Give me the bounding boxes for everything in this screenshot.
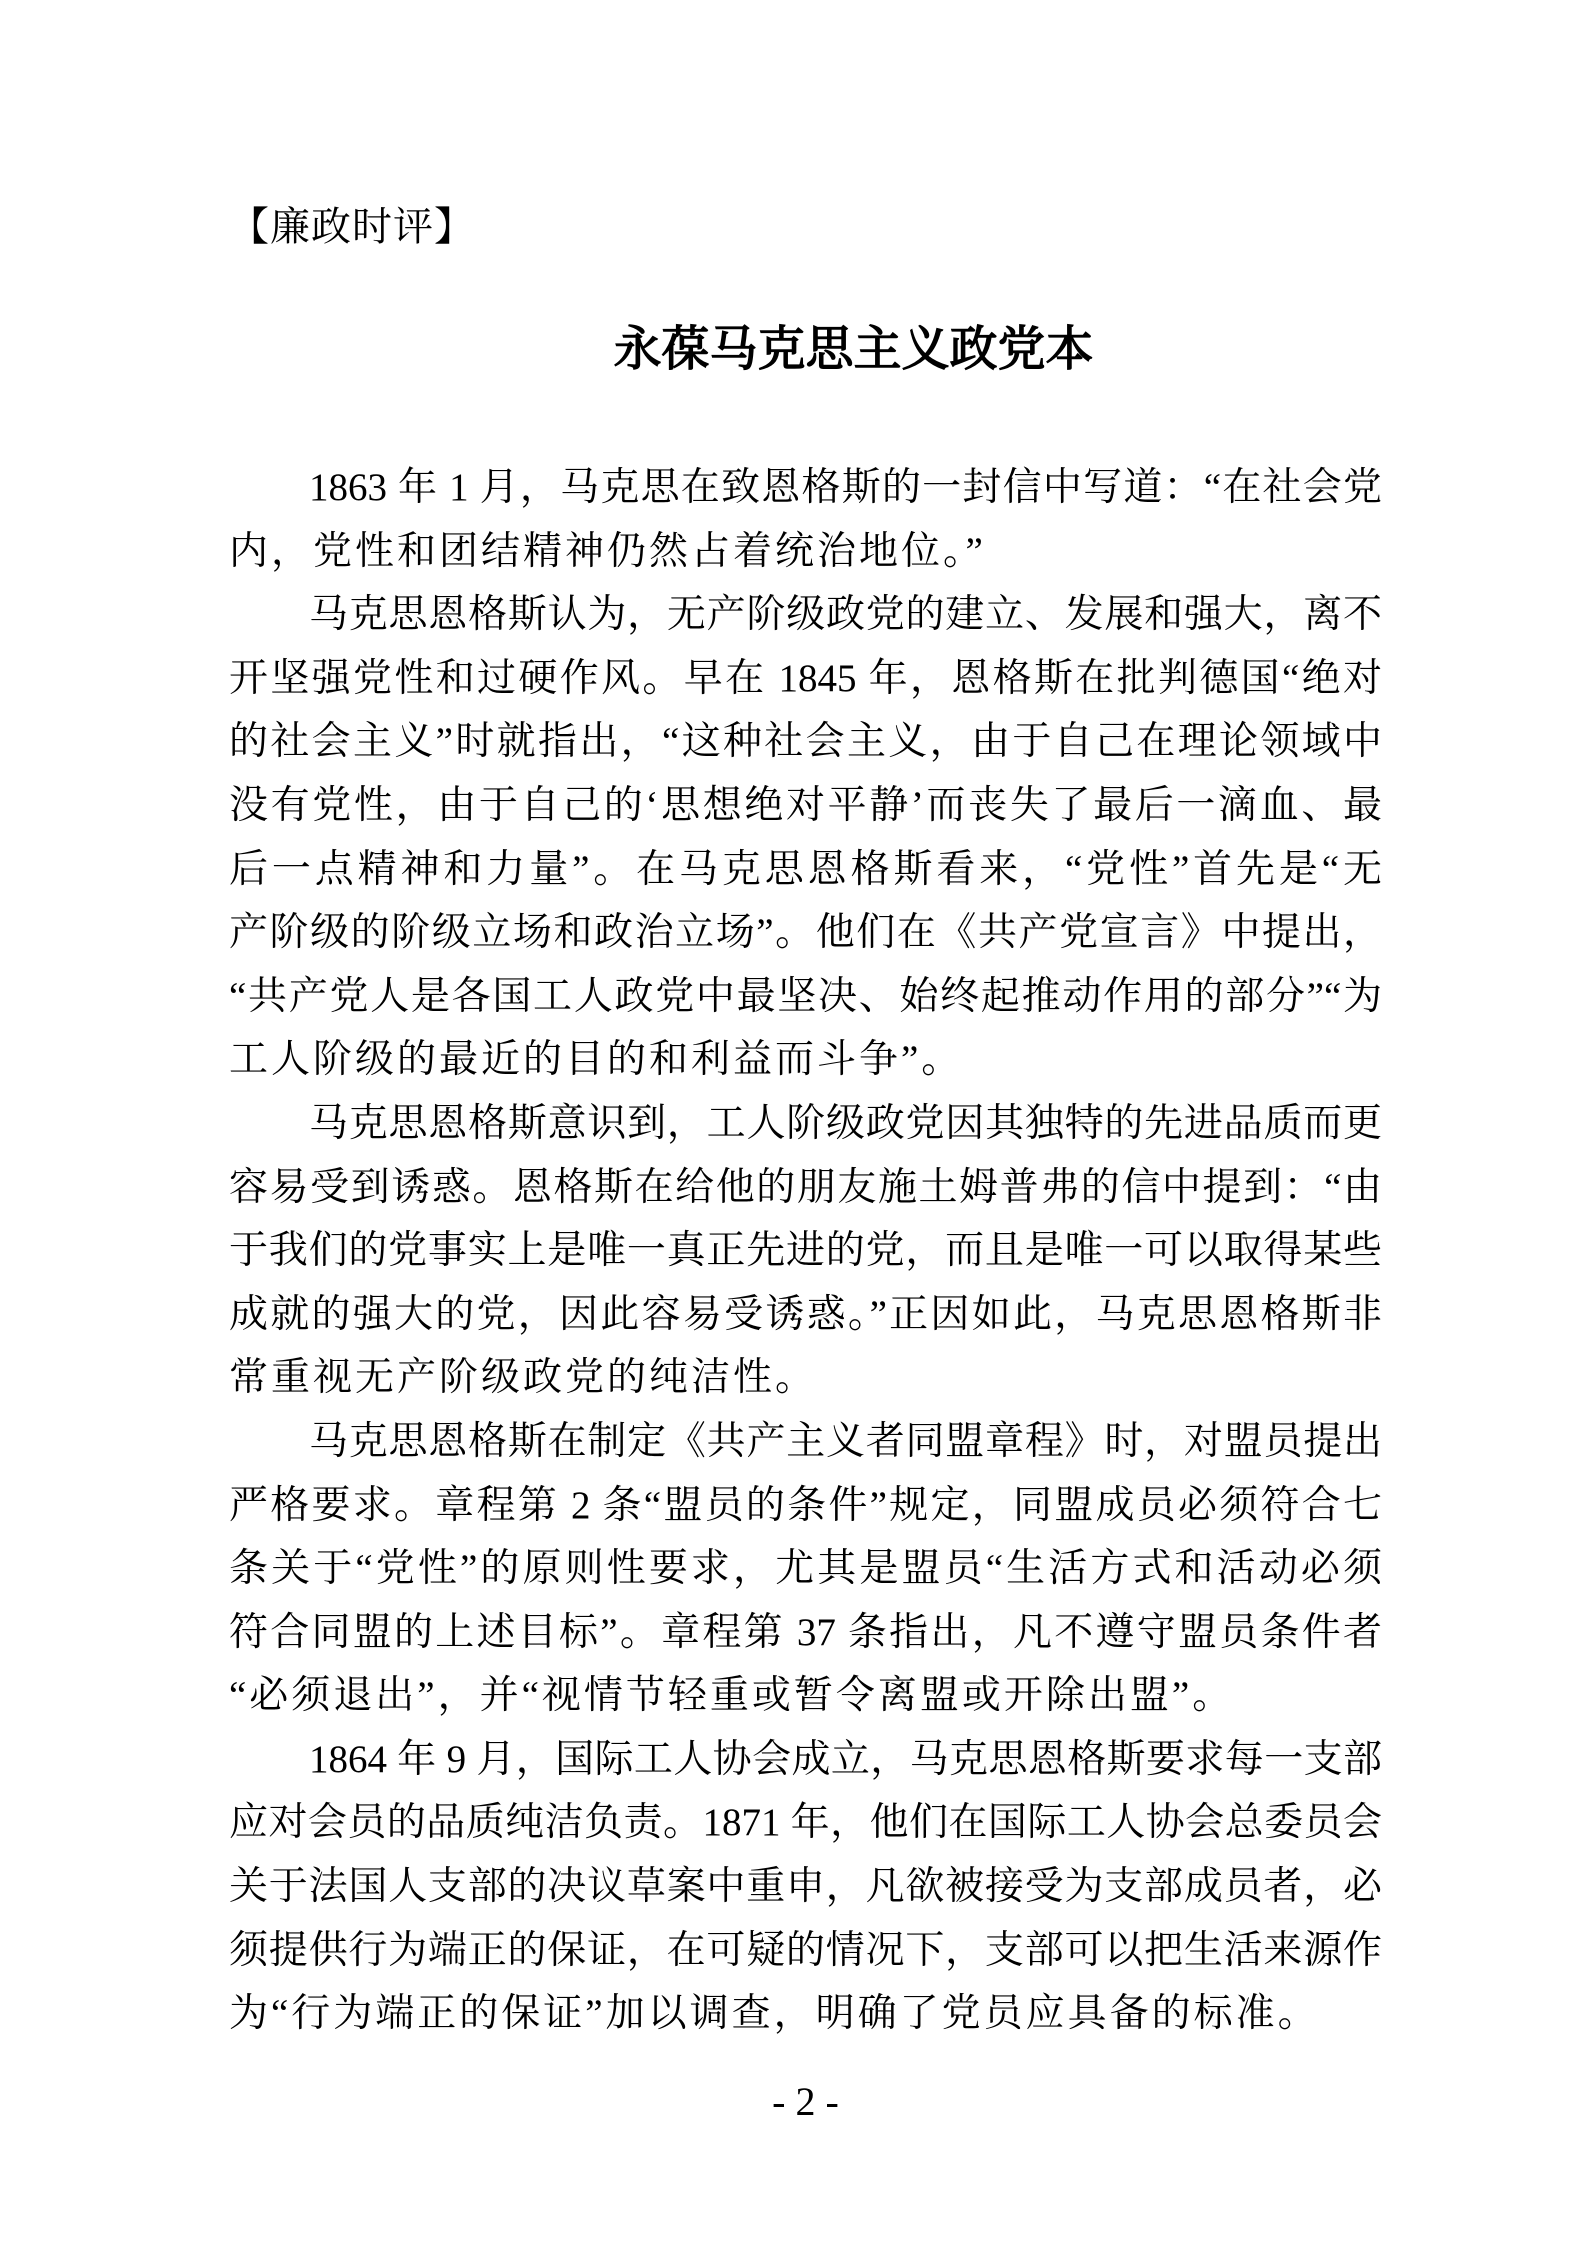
body-line: 常重视无产阶级政党的纯洁性。	[229, 1356, 818, 1400]
body-line: 应对会员的品质纯洁负责。1871 年，他们在国际工人协会总委员会	[229, 1801, 1382, 1845]
body-line: 为“行为端正的保证”加以调查，明确了党员应具备的标准。	[229, 1992, 1320, 2036]
body-line: 容易受到诱惑。恩格斯在给他的朋友施土姆普弗的信中提到：“由	[229, 1165, 1382, 1209]
document-body	[229, 456, 1382, 2046]
document-title: 永葆马克思主义政党本	[613, 323, 1094, 376]
body-line: 后一点精神和力量”。在马克思恩格斯看来，“党性”首先是“无	[229, 847, 1382, 891]
body-line: 工人阶级的最近的目的和利益而斗争”。	[229, 1038, 964, 1082]
body-line: 关于法国人支部的决议草案中重申，凡欲被接受为支部成员者，必	[229, 1865, 1382, 1909]
body-line: 严格要求。章程第 2 条“盟员的条件”规定，同盟成员必须符合七	[229, 1483, 1382, 1527]
body-line: 于我们的党事实上是唯一真正先进的党，而且是唯一可以取得某些	[229, 1229, 1382, 1273]
body-line: 内，党性和团结精神仍然占着统治地位。”	[229, 529, 986, 573]
body-line: 马克思恩格斯意识到，工人阶级政党因其独特的先进品质而更	[309, 1101, 1382, 1145]
section-kicker: 【廉政时评】	[229, 204, 475, 249]
body-line: 须提供行为端正的保证，在可疑的情况下，支部可以把生活来源作	[229, 1928, 1382, 1972]
page-number: - 2 -	[772, 2079, 839, 2124]
body-line: 马克思恩格斯认为，无产阶级政党的建立、发展和强大，离不	[309, 593, 1382, 637]
body-line: 1863 年 1 月，马克思在致恩格斯的一封信中写道：“在社会党	[309, 466, 1382, 509]
body-line: 符合同盟的上述目标”。章程第 37 条指出，凡不遵守盟员条件者	[229, 1610, 1382, 1654]
body-line: 马克思恩格斯在制定《共产主义者同盟章程》时，对盟员提出	[309, 1419, 1382, 1463]
body-line: 没有党性，由于自己的‘思想绝对平静’而丧失了最后一滴血、最	[229, 783, 1382, 827]
body-line: 开坚强党性和过硬作风。早在 1845 年，恩格斯在批判德国“绝对	[229, 656, 1382, 700]
body-line: 产阶级的阶级立场和政治立场”。他们在《共产党宣言》中提出，	[229, 911, 1382, 955]
body-line: 条关于“党性”的原则性要求，尤其是盟员“生活方式和活动必须	[229, 1547, 1382, 1591]
body-line: “共产党人是各国工人政党中最坚决、始终起推动作用的部分”“为	[229, 974, 1382, 1018]
body-line: 的社会主义”时就指出，“这种社会主义，由于自己在理论领域中	[229, 720, 1382, 764]
body-line: “必须退出”，并“视情节轻重或暂令离盟或开除出盟”。	[229, 1674, 1235, 1718]
body-line: 成就的强大的党，因此容易受诱惑。”正因如此，马克思恩格斯非	[229, 1292, 1382, 1336]
body-line: 1864 年 9 月，国际工人协会成立，马克思恩格斯要求每一支部	[309, 1737, 1382, 1781]
